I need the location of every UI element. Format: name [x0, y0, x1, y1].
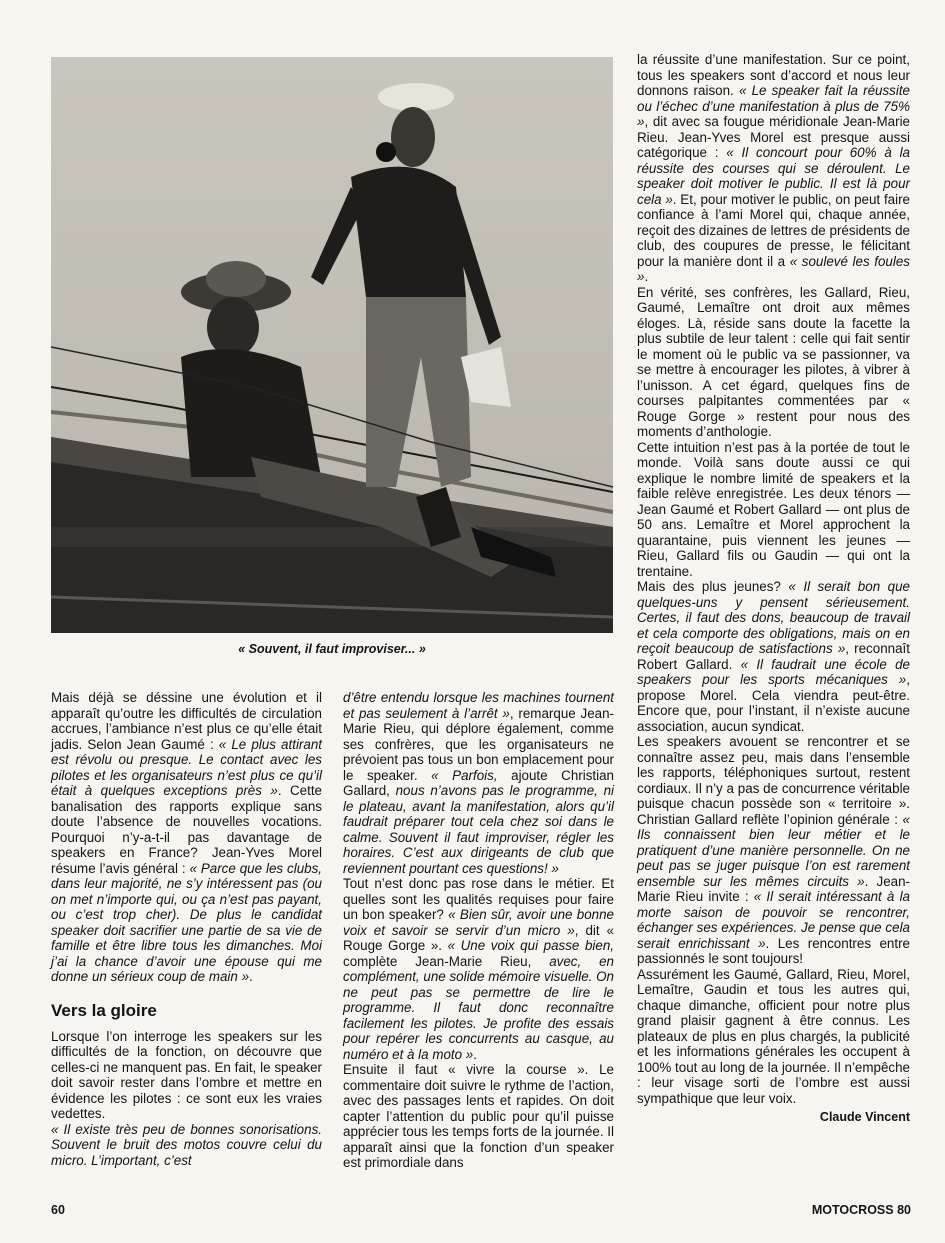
body-text: Mais des plus jeunes?	[637, 579, 789, 594]
quote-text: « Ils connaissent bien leur métier et le pratiquent d’une manière personnelle. On ne peut pas se juger puisque l’on est rarement ensemble sur les mêmes circuits »	[637, 811, 910, 889]
body-text: Cette intuition n’est pas à la portée de tout le monde. Voilà sans doute aussi ce qui explique le nombre limité de speakers et la faible relève enregistrée. Les deux ténors — Jean Gaumé et Robert Gallard — ont plus de 50 ans. Lemaître et Morel approchent la quarantaine, puis viennent les jeunes — Rieu, Gallard fils ou Gaudin — qui ont la trentaine.	[637, 439, 910, 579]
quote-text: « Il faudrait une école de speakers pour les sports mécaniques »	[637, 656, 910, 687]
paragraph	[637, 52, 910, 285]
body-text: Lorsque l’on interroge les speakers sur les difficultés de la fonction, on découvre que celles-ci ne manquent pas. En fait, le speaker doit savoir rester dans l’ombre et mettre en évidence les pilotes : ce sont eux les vraies vedettes.	[51, 1028, 322, 1121]
paragraph	[637, 285, 910, 440]
body-text: la réussite d’une manifestation. Sur ce point, tous les speakers sont d’accord et nous leur donnons raison.	[637, 52, 910, 98]
body-text: , propose Morel. Cela viendra peut-être. Encore que, pour l’instant, il n’existe aucune association, aucun syndicat.	[637, 672, 910, 734]
body-text: ajoute Christian Gallard,	[343, 767, 614, 798]
paragraph	[637, 579, 910, 734]
body-text: , dit « Rouge Gorge ».	[343, 922, 614, 953]
quote-text: « Il existe très peu de bonnes sonorisations. Souvent le bruit des motos couvre celui du micro. L’important, c’est	[51, 1121, 322, 1168]
body-text: , dit avec sa fougue méridionale Jean-Marie Rieu. Jean-Yves Morel est presque aussi catégorique :	[637, 114, 910, 160]
body-text: . Les rencontres entre passionnés le sont toujours!	[637, 935, 910, 966]
quote-text: « Il concourt pour 60% à la réussite des courses qui se déroulent. Le speaker doit motiver le public. Il est là pour cela »	[637, 145, 910, 207]
paragraph	[637, 734, 910, 967]
body-text: Ensuite il faut « vivre la course ». Le commentaire doit suivre le rythme de l’action, avec des passages lents et rapides. On doit capter l’attention du public pour qu’il puisse apprécier tous les temps forts de la journée. Il apparaît ainsi que la fonction d’un speaker est primordiale dans	[343, 1062, 614, 1170]
body-text: . Cette banalisation des rapports explique sans doute l’absence de nouvelles vocations. Pourquoi n’y-a-t-il pas davantage de speakers en France? Jean-Yves Morel résume l’avis général :	[51, 783, 322, 876]
body-text: . Et, pour motiver le public, on peut faire confiance à l’ami Morel qui, chaque année, reçoit des dizaines de lettres de présidents de club, des coupures de presse, le félicitant pour la manière dont il a	[637, 191, 910, 269]
author-signature: Claude Vincent	[819, 1110, 910, 1124]
magazine-name: MOTOCROSS 80	[811, 1203, 911, 1217]
quote-text: d’être entendu lorsque les machines tournent et pas seulement à l’arrêt »	[343, 690, 614, 721]
paragraph	[51, 1029, 322, 1122]
paragraph	[343, 876, 614, 1062]
quote-text: « Parce que les clubs, dans leur majorité, ne s’y intéressent pas (ou on met n’importe qui, ou ça n’est pas payant, ou c’est trop cher). De plus le candidat speaker doit sacrifier une partie de sa vie de famille et être libre tous les dimanches. Moi j’ai la chance d’avoir une épouse qui me donne un sérieux coup de main »	[51, 860, 322, 984]
article-photo	[51, 57, 613, 633]
quote-text: « Bien sûr, avoir une bonne voix et savoir se servir d’un micro »	[343, 907, 614, 938]
body-text: , reconnaît Robert Gallard.	[637, 641, 910, 672]
body-text: .	[644, 269, 649, 284]
body-text: Tout n’est donc pas rose dans le métier. Et quelles sont les qualités requises pour faire un bon speaker?	[343, 876, 614, 922]
column-2	[343, 690, 614, 1171]
body-text: .	[473, 1046, 477, 1062]
body-text: .	[249, 969, 253, 984]
photo-speakers-on-van-roof	[51, 57, 613, 633]
paragraph	[343, 1062, 614, 1171]
quote-text: « Parfois,	[431, 767, 498, 783]
paragraph	[51, 690, 322, 985]
body-text: complète Jean-Marie Rieu,	[343, 953, 550, 969]
column-3	[637, 52, 910, 1126]
quote-text: avec, en complément, une solide mémoire visuelle. On ne peut pas se permettre de lire le programme. Il faut donc reconnaître facilement les pilotes. Je profite des essais pour repérer les concurrents au casque, au numéro et à la moto »	[343, 953, 614, 1062]
body-text: Mais déjà se déssine une évolution et il apparaît qu’outre les difficultés de circulation accrues, l’ambiance n’est plus ce qu’elle était jadis. Selon Jean Gaumé :	[51, 690, 322, 752]
quote-text: « Le plus attirant est révolu ou presque. Le contact avec les pilotes et les organisateurs n’est plus ce qu’il était à quelques exceptions près »	[51, 736, 322, 798]
paragraph	[637, 967, 910, 1107]
quote-text: « Le speaker fait la réussite ou l’échec d’une manifestation à plus de 75% »	[637, 83, 910, 129]
body-text: En vérité, ses confrères, les Gallard, Rieu, Gaumé, Lemaître ont droit aux mêmes éloges. Là, réside sans doute la facette la plus subtile de leur talent : celle qui fait sentir le moment où le public va se passionner, va se mettre à encourager les pilotes, à vibrer à l’unisson. A cet égard, quelques fins de courses palpitantes commentées par « Rouge Gorge » restent pour nous des moments d’anthologie.	[637, 284, 910, 439]
body-text: . Jean-Marie Rieu invite :	[637, 873, 910, 904]
photo-caption: « Souvent, il faut improviser... »	[238, 642, 426, 656]
page-number: 60	[51, 1203, 65, 1217]
column-1	[51, 690, 322, 1168]
quote-text: « Il serait bon que quelques-uns y pensent sérieusement. Certes, il faut des dons, beaucoup de travail et cela comporte des obligations, mais on en reçoit beaucoup de satisfactions »	[637, 579, 911, 656]
quote-text: « soulevé les foules »	[637, 253, 910, 284]
paragraph	[343, 690, 614, 876]
quote-text: nous n’avons pas le programme, ni le plateau, avant la manifestation, alors qu’il faudrait préparer tout cela chez soi dans le calme. Souvent il faut improviser, régler les horaires. C’est aux dirigeants de club que reviennent pourtant ces questions! »	[343, 783, 614, 876]
body-text: , remarque Jean-Marie Rieu, qui déplore également, comme ses confrères, que les organisateurs ne prévoient pas tous un bon emplacement pour le speaker.	[343, 705, 614, 783]
quote-text: « Une voix qui passe bien,	[447, 938, 614, 953]
body-text: Les speakers avouent se rencontrer et se connaître assez peu, mais dans l’ensemble les rapports, téléphoniques surtout, restent cordiaux. Il n’y a pas de concurrence véritable puisque chacun possède son « territoire ». Christian Gallard reflète l’opinion générale :	[637, 734, 910, 827]
paragraph	[637, 440, 910, 580]
quote-text: « Il serait intéressant à la morte saison de pouvoir se rencontrer, échanger ses expériences. Je pense que cela serait enrichissant »	[637, 889, 910, 951]
section-heading: Vers la gloire	[51, 1000, 157, 1020]
body-text: Assurément les Gaumé, Gallard, Rieu, Morel, Lemaître, Gaudin et tous les autres qui, chaque dimanche, officient pour notre plus grand plaisir gagnent à être connus. Les plateaux de plus en plus chargés, la publicité et les informations générales les occupent à 100% tout au long de la journée. Il n’empêche : leur visage sorti de l’ombre est aussi sympathique que leur voix.	[637, 966, 910, 1106]
paragraph	[51, 1122, 322, 1169]
